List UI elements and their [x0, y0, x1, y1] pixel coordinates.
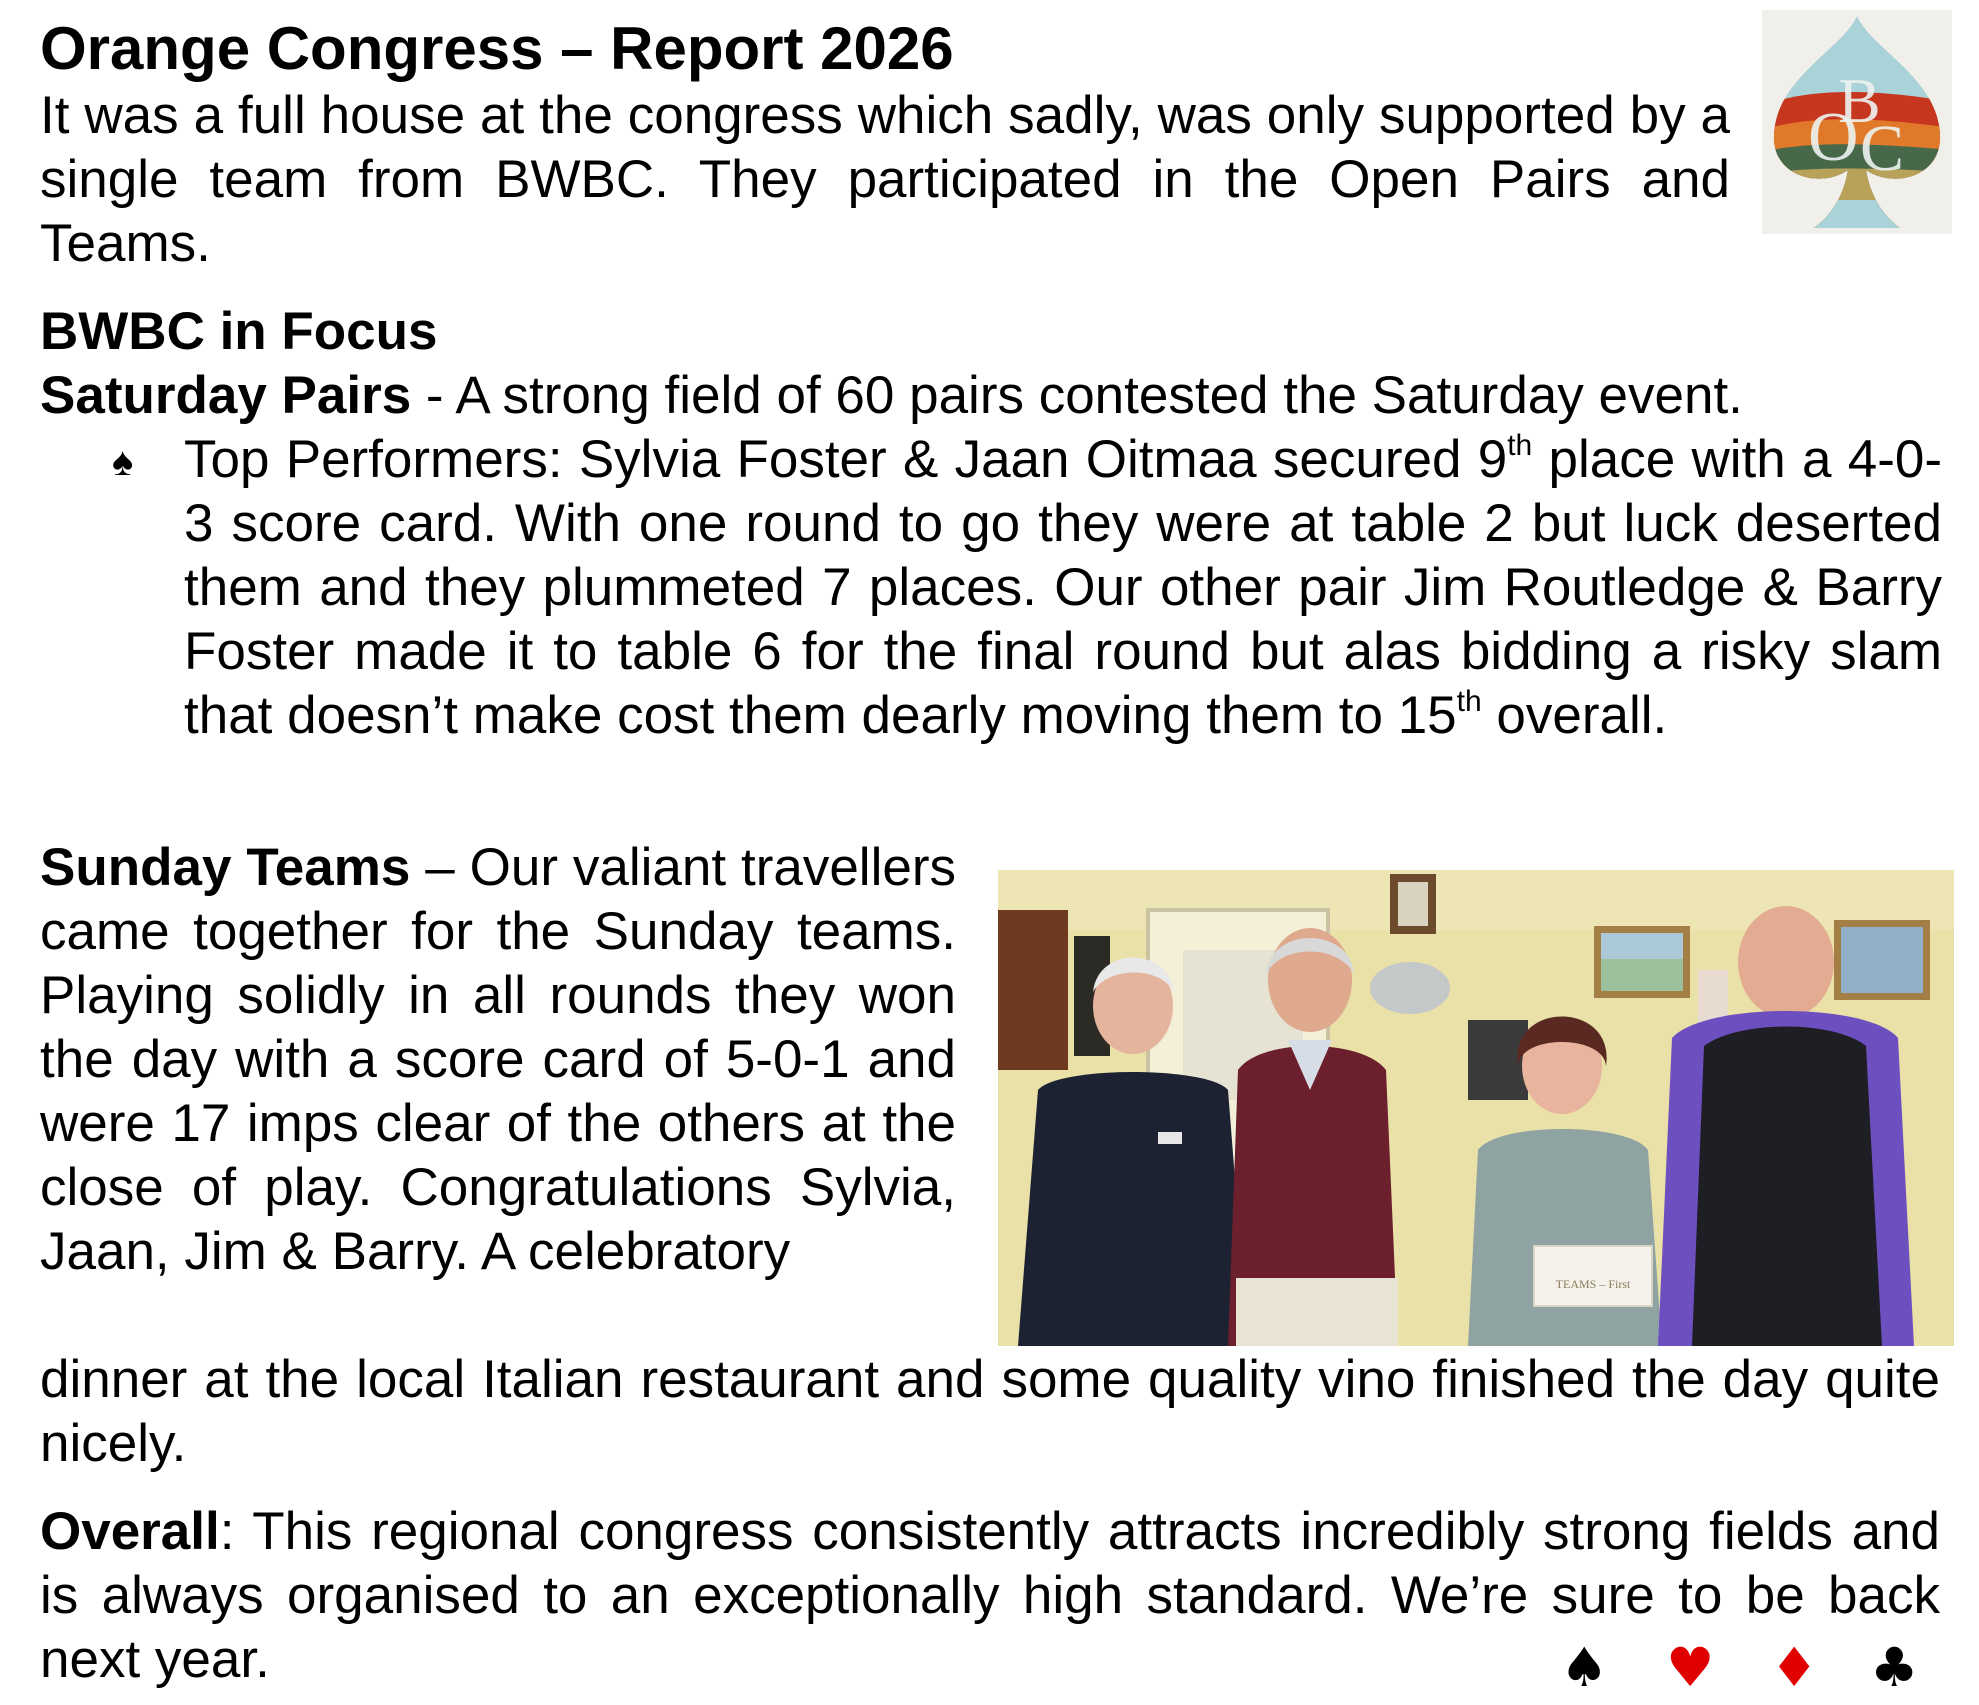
bullet-text-part: Top Performers: Sylvia Foster & Jaan Oitmaa secured 9	[184, 430, 1508, 489]
spade-icon: ♠	[1560, 1636, 1609, 1699]
page-title: Orange Congress – Report 2026	[40, 15, 954, 82]
saturday-heading: Saturday Pairs	[40, 366, 412, 425]
overall-text: : This regional congress consistently attracts incredibly strong fields and is always organised to an exceptionally high standard. We’re sure to be back next year.	[40, 1502, 1940, 1689]
bullet-text-part: overall.	[1481, 686, 1668, 745]
spade-icon: ♠	[112, 440, 134, 484]
sunday-paragraph	[40, 836, 956, 1284]
diamond-icon: ♦	[1770, 1636, 1819, 1699]
club-icon: ♣	[1870, 1636, 1919, 1699]
card-text: TEAMS – First	[1555, 1277, 1631, 1291]
card-suits	[1540, 1636, 1960, 1700]
saturday-paragraph	[40, 364, 1960, 428]
heart-icon: ♥	[1666, 1636, 1715, 1699]
logo-graphic	[1762, 10, 1952, 234]
team-photo-illustration	[998, 870, 1954, 1346]
overall-heading: Overall	[40, 1502, 220, 1561]
saturday-bullet-text	[184, 428, 1942, 748]
ordinal-suffix: th	[1507, 429, 1533, 462]
focus-heading: BWBC in Focus	[40, 302, 438, 361]
club-logo	[1762, 10, 1952, 234]
saturday-bullet	[112, 428, 1942, 748]
sunday-heading: Sunday Teams	[40, 838, 411, 897]
svg-text:C: C	[1860, 112, 1905, 185]
saturday-text: - A strong field of 60 pairs contested the Saturday event.	[411, 366, 1743, 425]
svg-text:O: O	[1808, 99, 1859, 176]
intro-paragraph: It was a full house at the congress which sadly, was only supported by a single team from BWBC. They participated in the Open Pairs and Teams.	[40, 86, 1730, 273]
ordinal-suffix: th	[1456, 685, 1482, 718]
sunday-text: – Our valiant travellers came together for the Sunday teams. Playing solidly in all rounds they won the day with a score card of 5-0-1 and were 17 imps clear of the others at the close of play. Congratulations Sylvia, Jaan, Jim & Barry. A celebratory	[40, 838, 956, 1281]
sunday-paragraph-continued: dinner at the local Italian restaurant and some quality vino finished the day quite nicely.	[40, 1350, 1940, 1473]
bullet-text-part: place with a 4-0-3 score card. With one round to go they were at table 2 but luck deserted them and they plummeted 7 places. Our other pair Jim Routledge & Barry Foster made it to table 6 for the final round but alas bidding a risky slam that doesn’t make cost them dearly moving them to 15	[184, 430, 1942, 745]
team-photo	[998, 870, 1954, 1346]
svg-text:B: B	[1838, 65, 1881, 136]
